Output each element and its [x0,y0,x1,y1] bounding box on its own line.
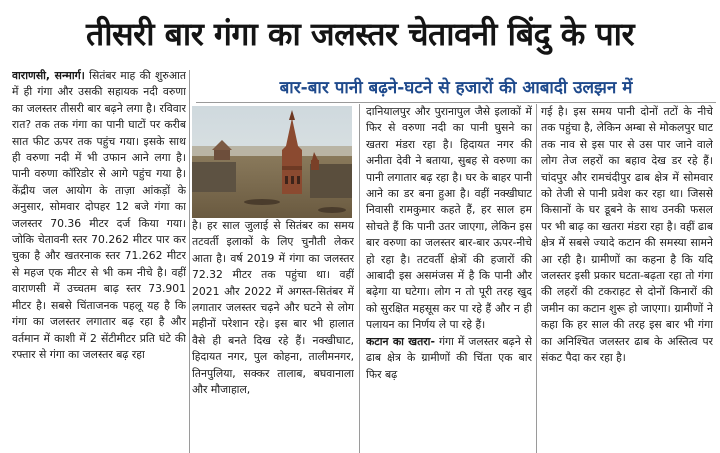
article-column-4 [541,104,713,453]
headline: तीसरी बार गंगा का जलस्तर चेतावनी बिंदु के पार [85,14,635,53]
article-column-1 [12,68,186,453]
divider-horizontal [196,102,716,103]
divider-col3 [536,104,537,453]
ghat-flood-photo [192,106,352,218]
section-subtitle-erosion: कटान का खतरा- [366,334,435,348]
column-3-text-2: गंगा में जलस्तर बढ़ने से ढाब क्षेत्र के ग्रामीणों की चिंता एक बार फिर बढ़ [366,334,532,381]
dateline: वाराणसी, सन्मार्ग। [12,69,85,82]
column-3-text: दानियालपुर और पुरानापुल जैसे इलाकों में फिर से वरुणा नदी का पानी घुसने का खतरा मंडरा रहा है। हिदायत नगर की अनीता देवी ने बताया, सुबह से वरुणा का पानी लगातार बढ़ रहा है। घर के बाहर पानी आने का डर बना हुआ है। वहीं नक्खीघाट निवासी रामकुमार कहते हैं, हर साल हम सोचते हैं कि पानी उतर जाएगा, लेकिन इस बार वरुणा का जलस्तर बार-बार ऊपर-नीचे हो रहा है। तटवर्ती क्षेत्रों की हजारों की आबादी इस असमंजस में है कि पानी और बढ़ेगा या घटेगा। लोग न तो पूरी तरह खुद को सुरक्षित महसूस कर पा रहे हैं और न ही पलायन का निर्णय ले पा रहे हैं। [366,105,532,332]
article-column-2 [192,218,354,453]
photo-illustration [192,106,352,218]
column-4-text: गई है। इस समय पानी दोनों तटों के नीचे तक पहुंचा है, लेकिन अम्बा से मोकलपुर घाट तक नाव से इस पार से उस पार जाने वाले लोग तेज लहरों का बहाव देख डर रहे हैं। चांदपुर और रामचंदीपुर ढाब क्षेत्र में सोमवार को तेजी से पानी प्रवेश कर रहा था। जिससे किसानों के घर डूबने के साथ उनकी फसल पर भी बाढ़ का खतरा मंडरा रहा है। वहीं ढाब क्षेत्र में सबसे ज्यादे कटान की समस्या सामने आ रही है। ग्रामीणों का कहना है कि यदि जलस्तर इसी प्रकार घटता-बढ़ता रहा तो गंगा की लहरों की टकराहट से दोनों किनारों की जमीन का कटान शुरू हो जाएगा। ग्रामीणों ने कहा कि हर साल की तरह इस बार भी गंगा का अनिश्चित जलस्तर ढाब के अस्तित्व पर संकट पैदा कर रहा है। [541,105,713,365]
article-column-3 [366,104,532,453]
column-1-text: सितंबर माह की शुरुआत में ही गंगा और उसकी सहायक नदी वरुणा का जलस्तर तीसरी बार बढ़ने लगा है। रविवार रात? तक तक गंगा का पानी घाटों पर करीब सात फीट ऊपर तक पहुंच गया। इसके साथ ही वरुणा नदी में भी उफान आने लगा है। पानी वरुणा कॉरिडोर से आगे पहुंच गया है। केंद्रीय जल आयोग के ताज़ा आंकड़ों के अनुसार, सोमवार दोपहर 12 बजे गंगा का जलस्तर 70.36 मीटर दर्ज किया गया। जोकि चेतावनी स्तर 70.262 मीटर पार कर चुका है और खतरनाक स्तर 71.262 मीटर से महज एक मीटर से भी कम नीचे है। वहीं वाराणसी में उच्चतम बाढ़ स्तर 73.901 मीटर है। सबसे चिंताजनक पहलू यह है कि गंगा का जलस्तर लगातार बढ़ रहा है और वर्तमान में काशी में 2 सेंटीमीटर प्रति घंटे की रफ्तार से गंगा का जलस्तर बढ़ रहा [12,69,186,361]
subheadline: बार-बार पानी बढ़ने-घटने से हजारों की आबादी उलझन में [279,77,633,98]
column-2-text: है। हर साल जुलाई से सितंबर का समय तटवर्ती इलाकों के लिए चुनौती लेकर आता है। वर्ष 2019 में गंगा का जलस्तर 72.32 मीटर तक पहुंचा था। वहीं 2021 और 2022 में अगस्त-सितंबर में लगातार जलस्तर चढ़ने और घटने से लोग महीनों परेशान रहे। इस बार भी हालात वैसे ही बनते दिख रहे हैं। नक्खीघाट, हिदायत नगर, पुल कोहना, तालीमनगर, तिनपुलिया, सक्कर तालाब, बघवानाला और मौजाहाल, [192,219,354,397]
divider-col2 [359,104,360,453]
divider-col1 [189,70,190,453]
